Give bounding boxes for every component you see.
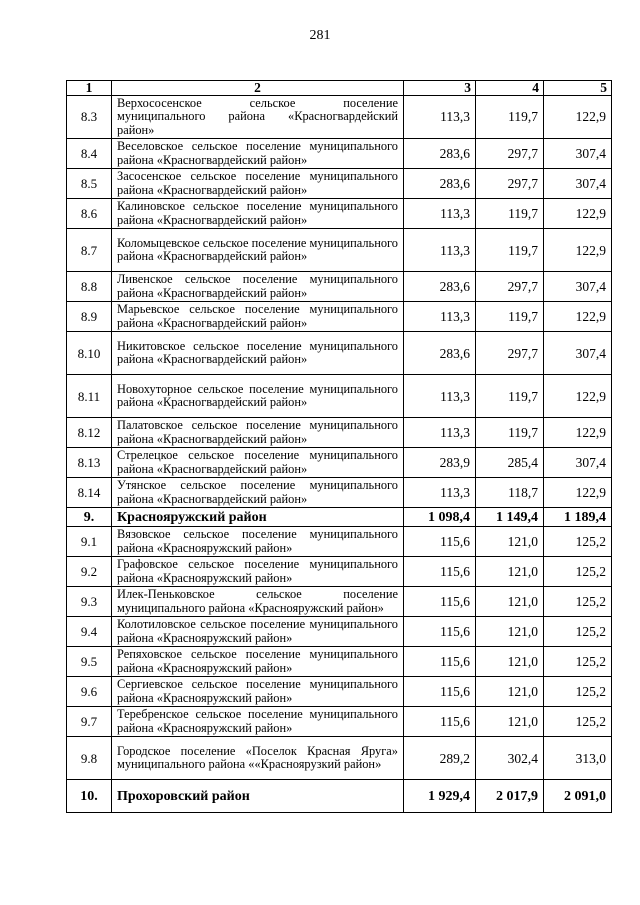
- row-name: Коломыцевское сельское поселение муниципального района «Красногвардейский район»: [112, 229, 404, 272]
- row-name: Ливенское сельское поселение муниципального района «Красногвардейский район»: [112, 272, 404, 302]
- row-value-col3: 113,3: [404, 199, 476, 229]
- row-name: Палатовское сельское поселение муниципального района «Красногвардейский район»: [112, 418, 404, 448]
- table-row: [67, 557, 612, 587]
- table-row: [67, 617, 612, 647]
- table-row: [67, 199, 612, 229]
- row-value-col5: 307,4: [544, 169, 612, 199]
- row-value-col5: 122,9: [544, 478, 612, 508]
- row-name: Новохуторное сельское поселение муниципального района «Красногвардейский район»: [112, 375, 404, 418]
- table-row: [67, 527, 612, 557]
- row-value-col4: 297,7: [476, 139, 544, 169]
- row-value-col3: 113,3: [404, 418, 476, 448]
- row-value-col5: 122,9: [544, 229, 612, 272]
- row-name: Веселовское сельское поселение муниципального района «Красногвардейский район»: [112, 139, 404, 169]
- row-value-col3: 113,3: [404, 478, 476, 508]
- row-value-col3: 283,6: [404, 332, 476, 375]
- row-value-col3: 115,6: [404, 707, 476, 737]
- row-name: Городское поселение «Поселок Красная Яруга» муниципального района ««Красноярузкий район»: [112, 737, 404, 780]
- row-value-col4: 121,0: [476, 557, 544, 587]
- row-value-col5: 125,2: [544, 587, 612, 617]
- row-value-col4: 119,7: [476, 302, 544, 332]
- row-index: 10.: [67, 780, 112, 813]
- row-value-col3: 289,2: [404, 737, 476, 780]
- row-name: Вязовское сельское поселение муниципального района «Краснояружский район»: [112, 527, 404, 557]
- table-row-district-total: [67, 508, 612, 527]
- row-value-col4: 121,0: [476, 707, 544, 737]
- row-value-col4: 119,7: [476, 199, 544, 229]
- row-value-col5: 307,4: [544, 448, 612, 478]
- row-value-col4: 121,0: [476, 677, 544, 707]
- header-col-1: 1: [67, 81, 112, 96]
- table-row: [67, 169, 612, 199]
- page-number: 281: [309, 28, 331, 43]
- row-value-col4: 297,7: [476, 272, 544, 302]
- header-col-5: 5: [544, 81, 612, 96]
- row-value-col4: 302,4: [476, 737, 544, 780]
- header-col-3: 3: [404, 81, 476, 96]
- row-value-col5: 125,2: [544, 647, 612, 677]
- row-value-col4: 119,7: [476, 418, 544, 448]
- row-value-col5: 125,2: [544, 677, 612, 707]
- row-value-col4: 297,7: [476, 332, 544, 375]
- row-value-col5: 125,2: [544, 707, 612, 737]
- row-value-col3: 115,6: [404, 617, 476, 647]
- row-value-col5: 122,9: [544, 418, 612, 448]
- row-value-col3: 113,3: [404, 302, 476, 332]
- row-index: 9.5: [67, 647, 112, 677]
- row-value-col3: 1 929,4: [404, 780, 476, 813]
- row-index: 9.1: [67, 527, 112, 557]
- row-value-col4: 121,0: [476, 587, 544, 617]
- row-index: 8.14: [67, 478, 112, 508]
- row-value-col3: 113,3: [404, 229, 476, 272]
- budget-table: [66, 80, 612, 813]
- row-value-col3: 115,6: [404, 647, 476, 677]
- table-row: [67, 737, 612, 780]
- row-name: Калиновское сельское поселение муниципального района «Красногвардейский район»: [112, 199, 404, 229]
- row-name: Утянское сельское поселение муниципального района «Красногвардейский район»: [112, 478, 404, 508]
- row-value-col4: 1 149,4: [476, 508, 544, 527]
- row-value-col3: 115,6: [404, 587, 476, 617]
- row-value-col4: 119,7: [476, 229, 544, 272]
- row-value-col4: 297,7: [476, 169, 544, 199]
- header-col-4: 4: [476, 81, 544, 96]
- row-name: Сергиевское сельское поселение муниципального района «Краснояружский район»: [112, 677, 404, 707]
- row-index: 8.9: [67, 302, 112, 332]
- row-index: 8.10: [67, 332, 112, 375]
- table-row: [67, 677, 612, 707]
- row-value-col3: 115,6: [404, 677, 476, 707]
- row-value-col4: 119,7: [476, 375, 544, 418]
- row-name: Репяховское сельское поселение муниципального района «Краснояружский район»: [112, 647, 404, 677]
- row-index: 8.5: [67, 169, 112, 199]
- row-value-col3: 115,6: [404, 527, 476, 557]
- row-name: Илек-Пеньковское сельское поселение муниципального района «Краснояружский район»: [112, 587, 404, 617]
- row-name: Прохоровский район: [112, 780, 404, 813]
- row-value-col5: 122,9: [544, 199, 612, 229]
- row-index: 9.: [67, 508, 112, 527]
- row-name: Марьевское сельское поселение муниципального района «Красногвардейский район»: [112, 302, 404, 332]
- table-row: [67, 587, 612, 617]
- row-name: Засосенское сельское поселение муниципального района «Красногвардейский район»: [112, 169, 404, 199]
- row-name: Колотиловское сельское поселение муниципального района «Краснояружский район»: [112, 617, 404, 647]
- table-row: [67, 375, 612, 418]
- row-name: Графовское сельское поселение муниципального района «Краснояружский район»: [112, 557, 404, 587]
- row-index: 8.7: [67, 229, 112, 272]
- table-row-district-total: [67, 780, 612, 813]
- row-value-col3: 283,6: [404, 139, 476, 169]
- table-row: [67, 302, 612, 332]
- row-value-col4: 2 017,9: [476, 780, 544, 813]
- row-name: Краснояружский район: [112, 508, 404, 527]
- row-value-col3: 113,3: [404, 375, 476, 418]
- row-index: 8.13: [67, 448, 112, 478]
- table-row: [67, 229, 612, 272]
- table-row: [67, 647, 612, 677]
- row-index: 8.8: [67, 272, 112, 302]
- row-value-col3: 113,3: [404, 96, 476, 139]
- table-row: [67, 139, 612, 169]
- row-index: 8.3: [67, 96, 112, 139]
- row-name: Верхососенское сельское поселение муниципального района «Красногвардейский район»: [112, 96, 404, 139]
- row-value-col4: 121,0: [476, 617, 544, 647]
- row-value-col3: 1 098,4: [404, 508, 476, 527]
- row-index: 8.11: [67, 375, 112, 418]
- row-name: Никитовское сельское поселение муниципального района «Красногвардейский район»: [112, 332, 404, 375]
- table-row: [67, 707, 612, 737]
- row-value-col4: 121,0: [476, 647, 544, 677]
- row-index: 9.8: [67, 737, 112, 780]
- row-index: 9.2: [67, 557, 112, 587]
- table-row: [67, 418, 612, 448]
- row-index: 8.4: [67, 139, 112, 169]
- row-value-col5: 125,2: [544, 527, 612, 557]
- table-row: [67, 96, 612, 139]
- row-value-col4: 119,7: [476, 96, 544, 139]
- row-index: 9.3: [67, 587, 112, 617]
- row-value-col4: 285,4: [476, 448, 544, 478]
- row-value-col5: 2 091,0: [544, 780, 612, 813]
- row-name: Теребренское сельское поселение муниципального района «Краснояружский район»: [112, 707, 404, 737]
- row-value-col5: 122,9: [544, 302, 612, 332]
- row-value-col3: 283,6: [404, 272, 476, 302]
- row-value-col5: 307,4: [544, 272, 612, 302]
- row-value-col5: 307,4: [544, 139, 612, 169]
- row-value-col5: 313,0: [544, 737, 612, 780]
- row-index: 9.6: [67, 677, 112, 707]
- row-value-col5: 122,9: [544, 96, 612, 139]
- row-value-col5: 125,2: [544, 557, 612, 587]
- row-value-col5: 307,4: [544, 332, 612, 375]
- row-value-col5: 1 189,4: [544, 508, 612, 527]
- row-value-col5: 125,2: [544, 617, 612, 647]
- row-value-col3: 115,6: [404, 557, 476, 587]
- table-row: [67, 478, 612, 508]
- header-col-2: 2: [112, 81, 404, 96]
- table-row: [67, 272, 612, 302]
- row-index: 9.7: [67, 707, 112, 737]
- table-row: [67, 332, 612, 375]
- row-value-col4: 118,7: [476, 478, 544, 508]
- row-value-col4: 121,0: [476, 527, 544, 557]
- table-header-row: [67, 81, 612, 96]
- row-value-col3: 283,9: [404, 448, 476, 478]
- table-body: [67, 96, 612, 813]
- row-name: Стрелецкое сельское поселение муниципального района «Красногвардейский район»: [112, 448, 404, 478]
- row-index: 8.12: [67, 418, 112, 448]
- row-index: 9.4: [67, 617, 112, 647]
- row-value-col3: 283,6: [404, 169, 476, 199]
- table-row: [67, 448, 612, 478]
- row-value-col5: 122,9: [544, 375, 612, 418]
- row-index: 8.6: [67, 199, 112, 229]
